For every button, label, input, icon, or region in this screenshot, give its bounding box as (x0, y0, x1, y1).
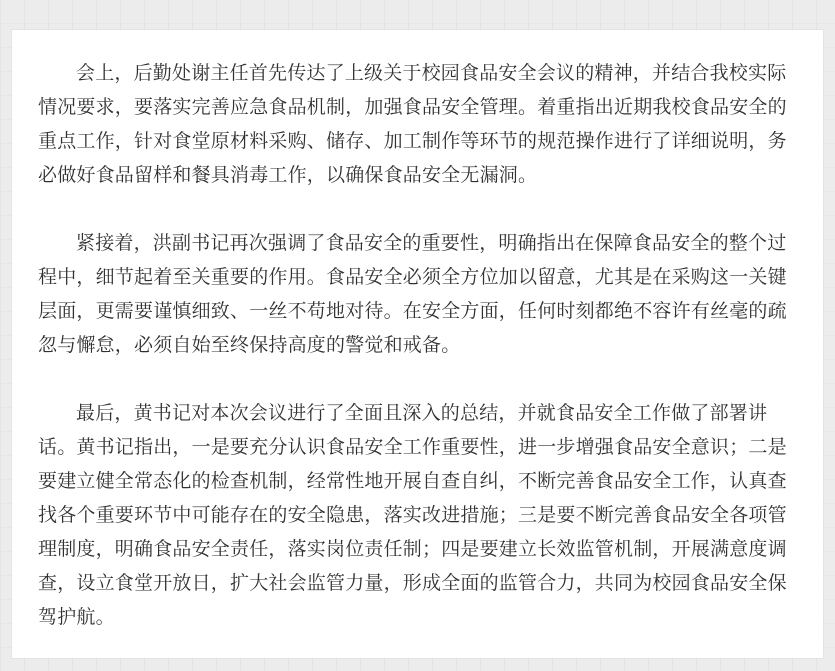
paragraph-2: 紧接着，洪副书记再次强调了食品安全的重要性，明确指出在保障食品安全的整个过程中，细节起着至关重要的作用。食品安全必须全方位加以留意，尤其是在采购这一关键层面，更需要谨慎细致、一丝不苟地对待。在安全方面，任何时刻都绝不容许有丝毫的疏忽与懈怠，必须自始至终保持高度的警觉和戒备。 (38, 232, 787, 356)
article-body (38, 56, 798, 634)
paragraph-1: 会上，后勤处谢主任首先传达了上级关于校园食品安全会议的精神，并结合我校实际情况要求，要落实完善应急食品机制，加强食品安全管理。着重指出近期我校食品安全的重点工作，针对食堂原材料采购、储存、加工制作等环节的规范操作进行了详细说明，务必做好食品留样和餐具消毒工作，以确保食品安全无漏洞。 (38, 62, 787, 186)
paragraph-3: 最后，黄书记对本次会议进行了全面且深入的总结，并就食品安全工作做了部署讲话。黄书记指出，一是要充分认识食品安全工作重要性，进一步增强食品安全意识；二是要建立健全常态化的检查机制，经常性地开展自查自纠，不断完善食品安全工作，认真查找各个重要环节中可能存在的安全隐患，落实改进措施；三是要不断完善食品安全各项管理制度，明确食品安全责任，落实岗位责任制；四是要建立长效监管机制，开展满意度调查，设立食堂开放日，扩大社会监管力量，形成全面的监管合力，共同为校园食品安全保驾护航。 (38, 402, 787, 628)
